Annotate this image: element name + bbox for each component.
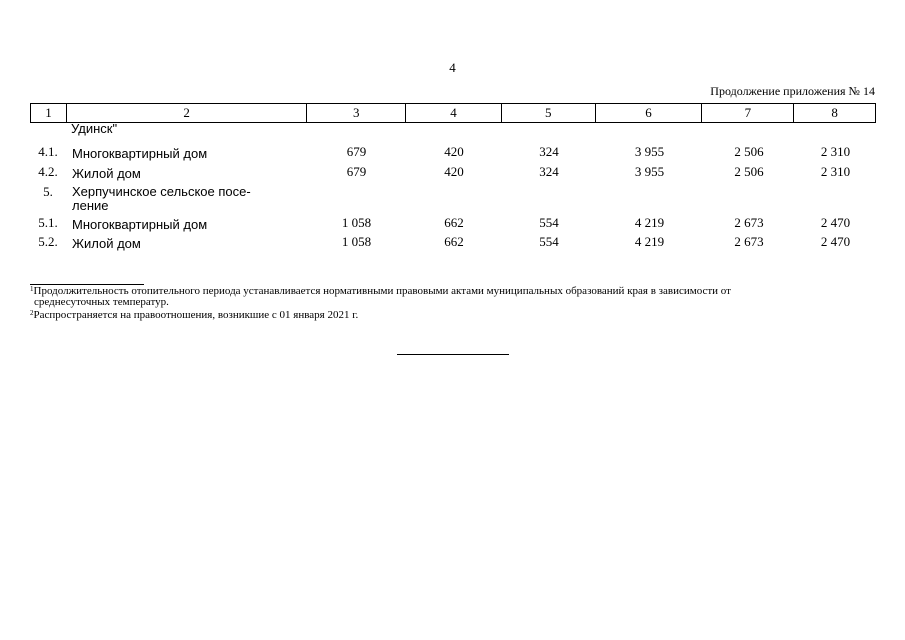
cell-value: 324 (539, 164, 559, 179)
cell-value: 662 (444, 234, 464, 249)
cell-value: 2 506 (734, 164, 764, 179)
cell-value: 4 219 (634, 234, 665, 249)
header-cell: 4 (406, 104, 502, 122)
cell-value: 4 219 (634, 215, 665, 230)
cell-value (307, 185, 406, 213)
cell-value: 2 310 (820, 164, 851, 179)
header-cell: 1 (31, 104, 67, 122)
row-name: Жилой дом (72, 166, 141, 181)
cell-value: 2 470 (820, 215, 851, 230)
cell-value: 2 673 (734, 234, 764, 249)
footnote-1 (30, 286, 876, 308)
table-row (30, 165, 876, 181)
cell-value: 2 310 (820, 144, 851, 159)
cell-value: 2 673 (734, 215, 764, 230)
cell-value (406, 185, 502, 213)
cell-value: 1 058 (341, 215, 372, 230)
table-row (30, 235, 876, 251)
footnote-line (30, 310, 876, 321)
table-header (30, 103, 876, 123)
cell-value: 1 058 (341, 234, 372, 249)
row-name-line: ление (72, 198, 109, 213)
row-name (66, 185, 307, 213)
cell-value: 3 955 (634, 144, 665, 159)
cell-value (596, 185, 703, 213)
cell-value: 3 955 (634, 164, 665, 179)
footnote-mark: 2 (30, 309, 34, 317)
page-number: 4 (449, 60, 456, 75)
header-cell: 8 (831, 105, 838, 120)
table-row (30, 185, 876, 213)
cell-value: 2 470 (820, 234, 851, 249)
header-cell: 2 (67, 104, 307, 122)
header-cell: 7 (702, 104, 794, 122)
cell-value: 662 (444, 215, 464, 230)
cell-value (703, 185, 795, 213)
continuation-caption: Продолжение приложения № 14 (710, 84, 875, 98)
row-name: Многоквартирный дом (72, 217, 208, 232)
cell-value: 554 (539, 215, 559, 230)
cell-value: 324 (539, 144, 559, 159)
cell-value (795, 185, 876, 213)
table-row (30, 145, 876, 161)
footnote-text: Продолжительность отопительного периода устанавливается нормативными правовыми актами муниципальных образований края в зависимости от (33, 285, 731, 297)
previous-row-continuation: Удинск" (71, 121, 118, 136)
cell-value (502, 185, 596, 213)
row-number: 5.2. (38, 234, 58, 249)
row-name: Многоквартирный дом (72, 146, 208, 161)
row-name-line: Херпучинское сельское посе- (72, 184, 251, 199)
footnote-line: среднесуточных температур. (34, 296, 169, 308)
footnote-mark: 1 (30, 285, 34, 293)
header-cell: 3 (307, 104, 406, 122)
row-number: 5. (43, 184, 53, 199)
row-number: 4.1. (38, 144, 58, 159)
header-cell: 6 (596, 104, 703, 122)
row-number: 4.2. (38, 164, 58, 179)
cell-value: 679 (346, 144, 367, 159)
cell-value: 2 506 (734, 144, 764, 159)
footnote-text: Распространяется на правоотношения, возникшие с 01 января 2021 г. (33, 309, 359, 321)
end-of-document-line (397, 354, 509, 355)
row-number: 5.1. (38, 215, 58, 230)
table-row (30, 216, 876, 232)
cell-value: 679 (346, 164, 367, 179)
cell-value: 420 (444, 144, 464, 159)
row-name: Жилой дом (72, 236, 141, 251)
footnote-2 (30, 310, 876, 321)
header-cell: 5 (502, 104, 596, 122)
cell-value: 554 (539, 234, 559, 249)
cell-value: 420 (444, 164, 464, 179)
